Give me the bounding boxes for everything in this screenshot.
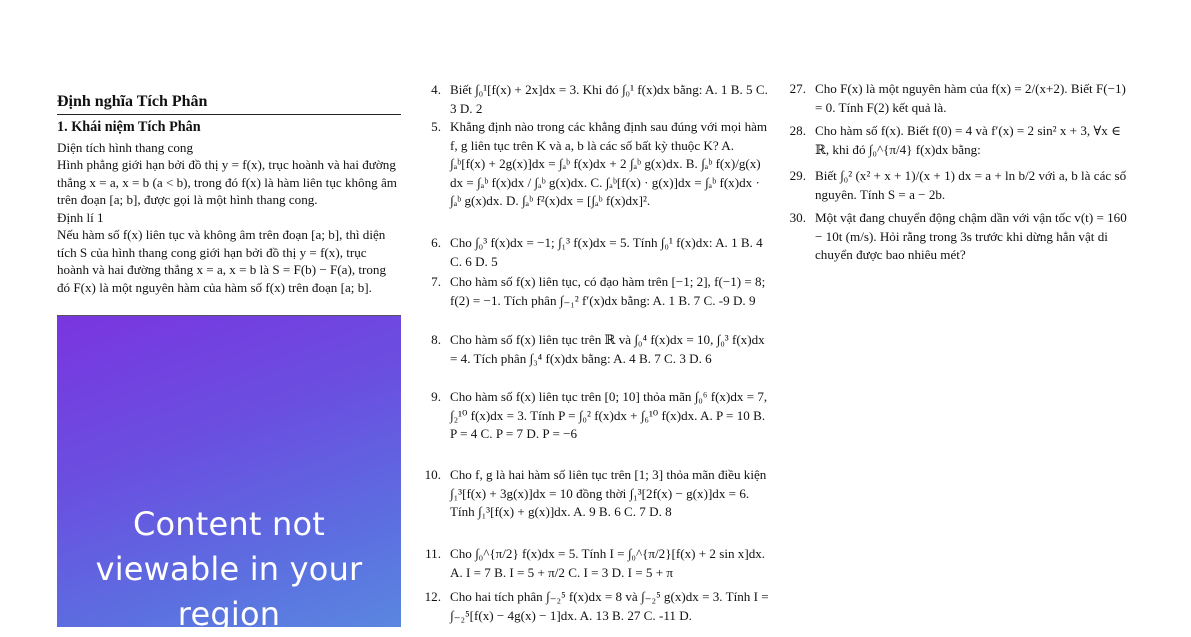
question-text: Cho f, g là hai hàm số liên tục trên [1; 3] thỏa mãn điều kiện ∫₁³[f(x) + 3g(x)]dx = 10 đồng thời ∫₁³[2f(x) − g(x)]dx = 6. Tính ∫₁³[f(x) + g(x)]dx. A. 9 B. 6 C. 7 D. 8	[450, 467, 767, 520]
question-text: Cho hàm số f(x) liên tục trên ℝ và ∫₀⁴ f(x)dx = 10, ∫₀³ f(x)dx = 4. Tích phân ∫₃⁴ f(x)dx bằng: A. 4 B. 7 C. 3 D. 6	[450, 332, 765, 366]
question-6	[423, 234, 769, 271]
theorem-block	[57, 209, 401, 296]
question-10	[423, 466, 769, 522]
question-text: Cho ∫₀^{π/2} f(x)dx = 5. Tính I = ∫₀^{π/2}[f(x) + 2 sin x]dx. A. I = 7 B. I = 5 + π/2 C. I = 3 D. I = 5 + π	[450, 546, 766, 580]
question-28	[788, 122, 1133, 159]
question-number: 4.	[431, 82, 441, 97]
theorem-text: Nếu hàm số f(x) liên tục và không âm trên đoạn [a; b], thì diện tích S của hình thang cong giới hạn bởi đồ thị y = f(x), trục hoành và hai đường thẳng x = a, x = b là S = F(b) − F(a), trong đó F(x) là một nguyên hàm của hàm số f(x) trên đoạn [a; b].	[57, 227, 387, 295]
question-number: 30.	[789, 210, 806, 225]
question-text: Biết ∫₀² (x² + x + 1)/(x + 1) dx = a + ln b/2 với a, b là các số nguyên. Tính S = a − 2b.	[815, 168, 1127, 202]
question-11	[423, 545, 769, 582]
trapezoid-text: Hình phẳng giới hạn bởi đồ thị y = f(x), trục hoành và hai đường thẳng x = a, x = b (a < b), trong đó f(x) là hàm liên tục không âm trên đoạn [a; b], được gọi là một hình thang cong.	[57, 157, 397, 208]
trapezoid-label: Diện tích hình thang cong	[57, 140, 194, 155]
section-title: Định nghĩa Tích Phân	[57, 92, 401, 115]
question-4	[423, 81, 769, 118]
question-7	[423, 273, 769, 310]
question-number: 28.	[789, 123, 806, 138]
question-number: 8.	[431, 332, 441, 347]
question-5	[423, 118, 769, 211]
question-number: 9.	[431, 389, 441, 404]
banner-message: Content not viewable in your region	[95, 505, 363, 633]
question-30	[788, 209, 1133, 265]
question-9	[423, 388, 769, 444]
question-text: Khẳng định nào trong các khẳng định sau đúng với mọi hàm f, g liên tục trên K và a, b là các số bất kỳ thuộc K? A. ∫ₐᵇ[f(x) + 2g(x)]dx = ∫ₐᵇ f(x)dx + 2 ∫ₐᵇ g(x)dx. B. ∫ₐᵇ f(x)/g(x) dx = ∫ₐᵇ f(x)dx / ∫ₐᵇ g(x)dx. C. ∫ₐᵇ[f(x) · g(x)]dx = ∫ₐᵇ f(x)dx · ∫ₐᵇ g(x)dx. D. ∫ₐᵇ f²(x)dx = [∫ₐᵇ f(x)dx]².	[450, 119, 768, 209]
question-text: Cho hàm số f(x) liên tục, có đạo hàm trên [−1; 2], f(−1) = 8; f(2) = −1. Tích phân ∫₋₁² f′(x)dx bằng: A. 1 B. 7 C. -9 D. 9	[450, 274, 766, 308]
question-number: 11.	[425, 546, 441, 561]
question-number: 10.	[424, 467, 441, 482]
question-number: 5.	[431, 119, 441, 134]
question-text: Cho hàm số f(x). Biết f(0) = 4 và f′(x) = 2 sin² x + 3, ∀x ∈ ℝ, khi đó ∫₀^{π/4} f(x)dx bằng:	[815, 123, 1121, 157]
question-text: Cho hai tích phân ∫₋₂⁵ f(x)dx = 8 và ∫₋₂⁵ g(x)dx = 3. Tính I = ∫₋₂⁵[f(x) − 4g(x) − 1]dx. A. 13 B. 27 C. -11 D.	[450, 589, 769, 623]
question-text: Biết ∫₀¹[f(x) + 2x]dx = 3. Khi đó ∫₀¹ f(x)dx bằng: A. 1 B. 5 C. 3 D. 2	[450, 82, 768, 116]
question-text: Cho F(x) là một nguyên hàm của f(x) = 2/(x+2). Biết F(−1) = 0. Tính F(2) kết quả là.	[815, 81, 1126, 115]
question-number: 7.	[431, 274, 441, 289]
question-text: Một vật đang chuyển động chậm dần với vận tốc v(t) = 160 − 10t (m/s). Hỏi rằng trong 3s trước khi dừng hẳn vật di chuyển được bao nhiêu mét?	[815, 210, 1127, 263]
question-12	[423, 588, 769, 625]
question-number: 29.	[789, 168, 806, 183]
question-number: 27.	[789, 81, 806, 96]
question-29	[788, 167, 1133, 204]
region-blocked-banner	[57, 315, 401, 633]
question-number: 12.	[424, 589, 441, 604]
question-text: Cho ∫₀³ f(x)dx = −1; ∫₁³ f(x)dx = 5. Tính ∫₀¹ f(x)dx: A. 1 B. 4 C. 6 D. 5	[450, 235, 763, 269]
theorem-label: Định lí 1	[57, 210, 104, 225]
question-27	[788, 80, 1133, 117]
question-number: 6.	[431, 235, 441, 250]
question-8	[423, 331, 769, 368]
trapezoid-definition	[57, 139, 401, 209]
question-text: Cho hàm số f(x) liên tục trên [0; 10] thỏa mãn ∫₀⁶ f(x)dx = 7, ∫₂¹⁰ f(x)dx = 3. Tính P = ∫₀² f(x)dx + ∫₆¹⁰ f(x)dx. A. P = 10 B. P = 4 C. P = 7 D. P = −6	[450, 389, 768, 442]
subsection-title: 1. Khái niệm Tích Phân	[57, 119, 201, 135]
